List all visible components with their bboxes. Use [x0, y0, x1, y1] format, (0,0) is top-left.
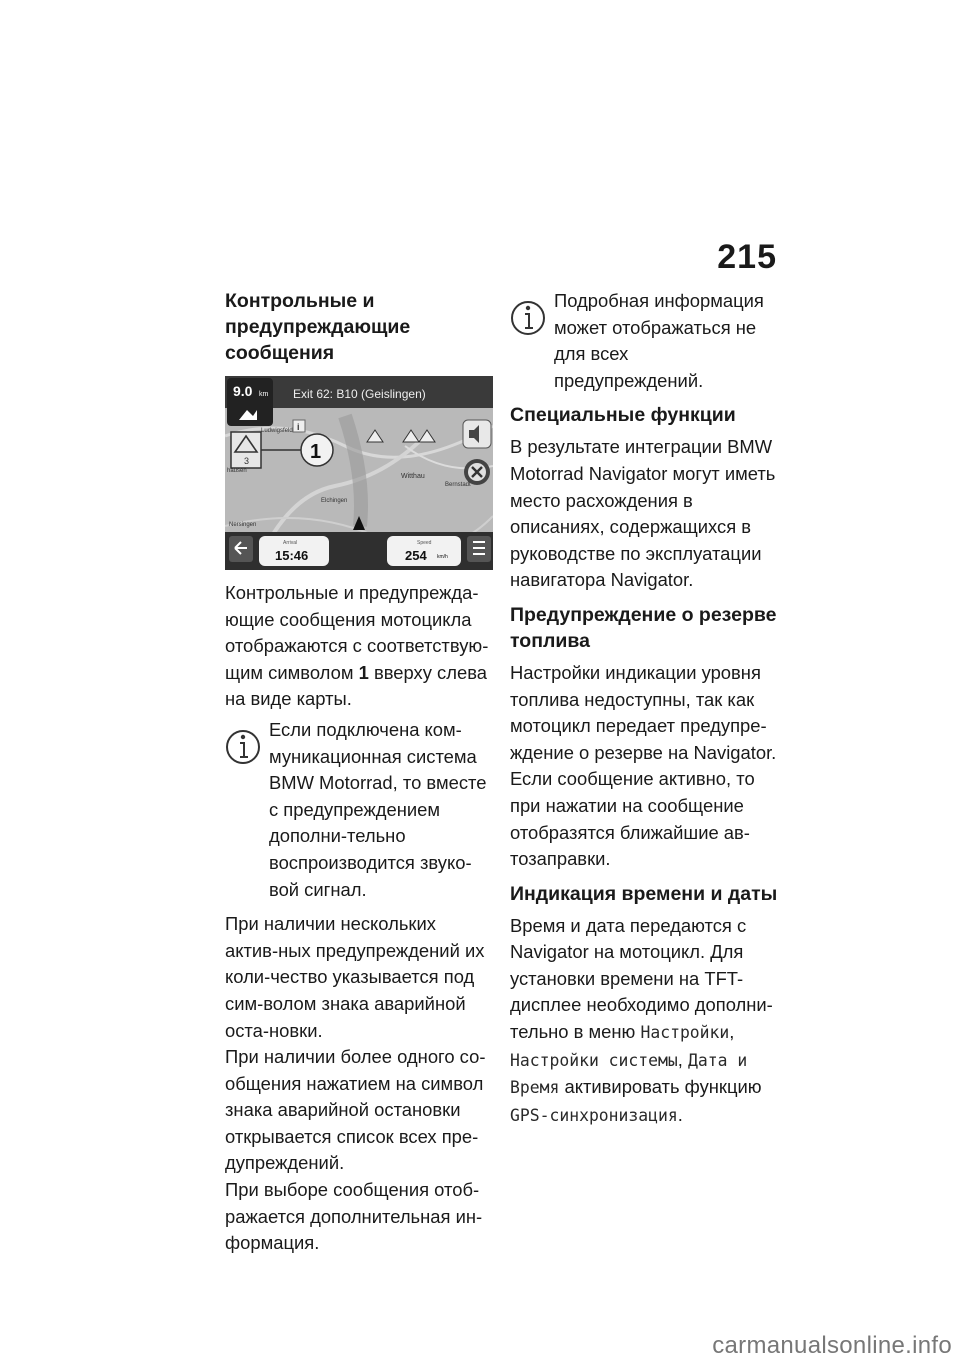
info-note: [225, 717, 493, 903]
info-note: [510, 288, 782, 394]
arrival-label: Arrival: [283, 540, 298, 546]
right-column: [510, 288, 782, 1129]
section-heading-warnings: Контрольные и предупреждающие сообщения: [225, 290, 411, 364]
speed-label: Speed: [417, 540, 432, 546]
distance-label: 9.0: [233, 383, 253, 399]
speed-value: 254: [405, 548, 427, 563]
place-label: Bernstadt: [445, 482, 471, 488]
paragraph: В результате интеграции BMW Motorrad Navigator могут иметь место расхождения в описаниях, содержащихся в руководстве по эксплуатации навигатора Navigator.: [510, 436, 776, 591]
menu-path: Настройки системы: [510, 1050, 678, 1070]
callout-number: 1: [310, 441, 322, 463]
arrival-time: 15:46: [275, 548, 309, 563]
distance-unit-label: km: [259, 391, 269, 398]
watermark: carmanualsonline.info: [712, 1332, 952, 1359]
paragraph: При наличии более одного со-общения нажатием на символ знака аварийной остановки открывается список всех пре-дупреждений.: [225, 1046, 486, 1174]
speed-unit: km/h: [437, 554, 448, 560]
paragraph: Время и дата передаются с Navigator на мотоцикл. Для установки времени на TFT-дисплее необходимо дополни-тельно в меню Настройки, Настройки системы, Дата и Время активировать функцию GPS-синхронизация.: [510, 914, 773, 1125]
place-label: Elchingen: [321, 498, 348, 504]
place-label: Ludwigsfeld: [261, 428, 293, 434]
symbol-number: 1: [358, 661, 369, 683]
paragraph: Настройки индикации уровня топлива недоступны, так как мотоцикл передает предупре-ждение о резерве на Navigator. Если сообщение активно, то при нажатии на сообщение отобразятся ближайшие ав-тозаправки.: [510, 661, 777, 870]
navigator-screenshot: [225, 376, 493, 570]
menu-path: Настройки: [640, 1023, 730, 1043]
menu-path: Дата и Время: [510, 1050, 748, 1098]
section-heading-time: Индикация времени и даты: [510, 882, 778, 905]
info-icon: [225, 723, 261, 765]
note-text: Подробная информация может отображаться не для всех предупреждений.: [554, 290, 764, 391]
note-text: Если подключена ком-муникационная система BMW Motorrad, то вместе с предупреждением дополни-тельно воспроизводится звуко-вой сигнал.: [269, 718, 487, 900]
warning-count: 3: [244, 456, 250, 466]
place-label: Nersingen: [229, 522, 257, 528]
info-icon: [510, 294, 546, 336]
left-column: [225, 288, 493, 1257]
paragraph: При выборе сообщения отоб-ражается дополнительная ин-формация.: [225, 1179, 483, 1254]
place-label: hausen: [227, 468, 247, 474]
section-heading-fuel: Предупреждение о резерве топлива: [510, 603, 777, 652]
page-number: 215: [717, 238, 777, 276]
paragraph: При наличии нескольких актив-ных предупреждений их коли-чество указывается под сим-волом знака аварийной оста-новки.: [225, 913, 485, 1041]
place-label: Witthau: [401, 473, 425, 480]
menu-path: GPS-синхронизация: [510, 1105, 678, 1125]
section-heading-special: Специальные функции: [510, 404, 736, 427]
paragraph: Контрольные и предупрежда-ющие сообщения мотоцикла отображаются с соответствую-щим символом 1 вверху слева на виде карты.: [225, 582, 489, 710]
svg-text:i: i: [297, 422, 300, 432]
exit-label: Exit 62: B10 (Geislingen): [293, 387, 426, 401]
